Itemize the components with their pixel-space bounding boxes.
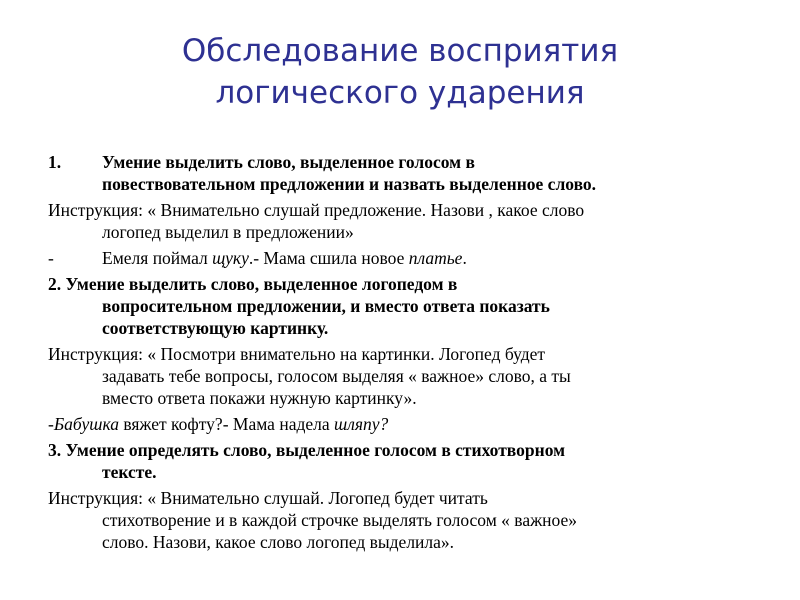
slide-title [0,30,800,114]
example-1-dash: - [48,248,54,268]
instruction-2-line-2: задавать тебе вопросы, голосом выделяя « важное» слово, а ты [102,366,571,386]
example-2 [48,413,768,435]
section-2-line-3: соответствующую картинку. [102,318,329,338]
instruction-2 [48,343,768,409]
example-2-part-1: вяжет кофту?- Мама надела [118,414,335,434]
section-2-number: 2 [48,274,57,294]
example-2-prefix: - [48,414,54,434]
section-2-line-2: вопросительном предложении, и вместо ответа показать [102,296,550,316]
section-1-line-1: Умение выделить слово, выделенное голосом в [102,152,475,172]
section-3-line-1: . Умение определять слово, выделенное голосом в стихотворном [56,440,566,460]
slide-title-line-2: логического ударения [215,75,585,111]
example-1-emphasis-2: платье [408,248,463,268]
example-1-emphasis-1: щуку [212,248,249,268]
example-2-emphasis-1: Бабушка [53,414,119,434]
instruction-1-line-2: логопед выделил в предложении» [102,222,354,242]
section-2-heading [48,273,768,339]
instruction-3-line-2: стихотворение и в каждой строчке выделять голосом « важное» [102,510,578,530]
section-3-heading [48,439,768,483]
section-2-line-1: . Умение выделить слово, выделенное логопедом в [56,274,458,294]
section-1-heading [48,151,768,195]
slide-title-line-1: Обследование восприятия [181,33,619,69]
section-1-line-2: повествовательном предложении и назвать выделенное слово. [102,174,597,194]
example-1-part-3: . [462,248,467,268]
instruction-1-line-1: Инструкция: « Внимательно слушай предложение. Назови , какое слово [48,200,585,220]
example-1-part-2: .- Мама сшила новое [248,248,409,268]
instruction-3-line-3: слово. Назови, какое слово логопед выделила». [102,532,455,552]
instruction-3 [48,487,768,553]
section-3-number: 3 [48,440,57,460]
instruction-1 [48,199,768,243]
instruction-3-line-1: Инструкция: « Внимательно слушай. Логопед будет читать [48,488,488,508]
section-1-number: 1. [48,152,62,172]
instruction-2-line-3: вместо ответа покажи нужную картинку». [102,388,417,408]
slide-body [48,151,768,553]
instruction-2-line-1: Инструкция: « Посмотри внимательно на картинки. Логопед будет [48,344,546,364]
example-1 [48,247,768,269]
section-3-line-2: тексте. [102,462,157,482]
example-2-emphasis-2: шляпу? [334,414,389,434]
example-1-part-1: Емеля поймал [102,248,213,268]
